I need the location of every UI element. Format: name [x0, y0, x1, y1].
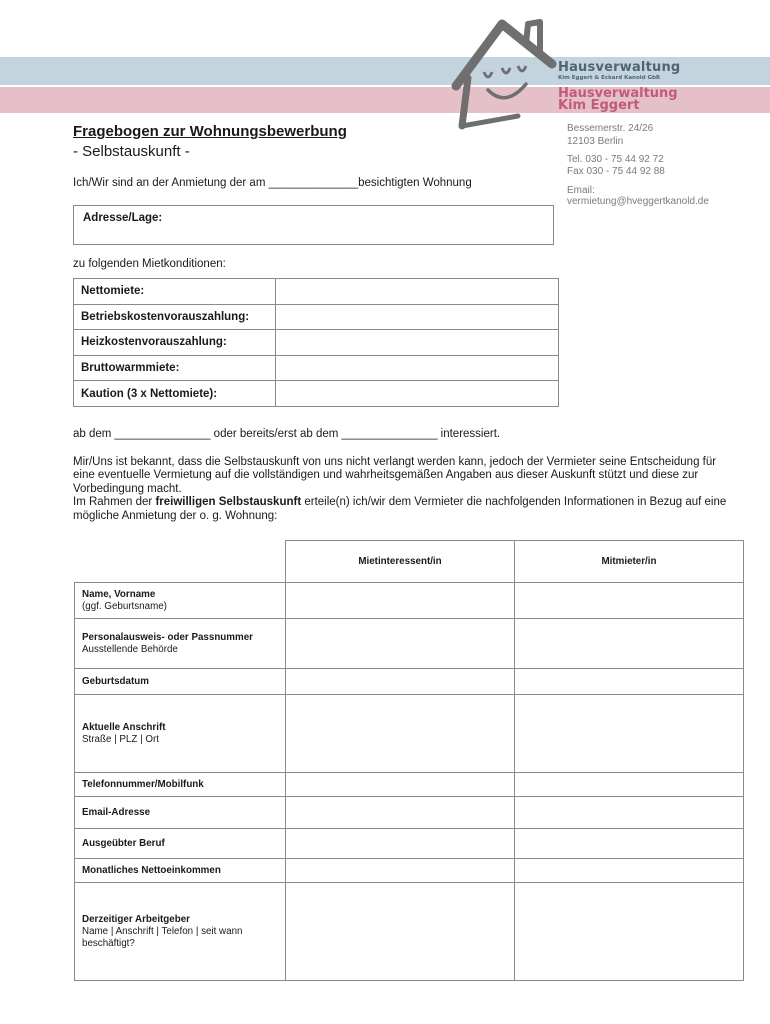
condition-label: Betriebskostenvorauszahlung:	[74, 304, 276, 330]
co-tenant-input-cell[interactable]	[515, 619, 744, 669]
condition-label: Heizkostenvorauszahlung:	[74, 330, 276, 356]
applicant-input-cell[interactable]	[286, 829, 515, 859]
brand-name: Hausverwaltung	[558, 60, 681, 75]
applicant-input-cell[interactable]	[286, 859, 515, 883]
row-label: Monatliches Nettoeinkommen	[75, 859, 286, 883]
row-label: Ausgeübter Beruf	[75, 829, 286, 859]
table-row	[75, 859, 744, 883]
row-label: Aktuelle Anschrift Straße | PLZ | Ort	[75, 695, 286, 773]
row-label: Geburtsdatum	[75, 669, 286, 695]
rent-conditions-table	[73, 278, 559, 407]
co-tenant-input-cell[interactable]	[515, 773, 744, 797]
condition-value-field[interactable]	[276, 355, 559, 381]
row-label: Personalausweis- oder Passnummer Ausstellende Behörde	[75, 619, 286, 669]
condition-label: Nettomiete:	[74, 279, 276, 305]
co-tenant-input-cell[interactable]	[515, 859, 744, 883]
co-tenant-input-cell[interactable]	[515, 829, 744, 859]
consent-text-2: Im Rahmen der freiwilligen Selbstauskunft erteile(n) ich/wir dem Vermieter die nachfolgenden Informationen in Bezug auf eine mögliche Anmietung der o. g. Wohnung:	[73, 496, 727, 522]
contact-fax: Fax 030 - 75 44 92 88	[567, 166, 665, 177]
row-label: Name, Vorname (ggf. Geburtsname)	[75, 583, 286, 619]
row-label: Derzeitiger Arbeitgeber Name | Anschrift | Telefon | seit wann beschäftigt?	[75, 883, 286, 981]
conditions-intro: zu folgenden Mietkonditionen:	[73, 258, 226, 270]
applicant-input-cell[interactable]	[286, 669, 515, 695]
table-row	[75, 583, 744, 619]
co-tenant-input-cell[interactable]	[515, 695, 744, 773]
condition-label: Kaution (3 x Nettomiete):	[74, 381, 276, 407]
co-tenant-input-cell[interactable]	[515, 583, 744, 619]
voluntary-disclosure-bold: freiwilligen Selbstauskunft	[155, 496, 302, 509]
address-label: Adresse/Lage:	[83, 212, 163, 224]
condition-row	[74, 304, 559, 330]
table-row	[75, 883, 744, 981]
condition-value-field[interactable]	[276, 304, 559, 330]
consent-text-1: Mir/Uns ist bekannt, dass die Selbstauskunft von uns nicht verlangt werden kann, jedoch der Vermieter seine Entscheidung für eine eventuelle Vermietung auf die vollständigen und wahrheitsgemäßen Angaben aus dieser Auskunft stützt und diese zur Vorbedingung macht.	[73, 456, 717, 495]
contact-street: Bessemerstr. 24/26	[567, 123, 654, 134]
consent-paragraph	[73, 456, 733, 523]
applicant-input-cell[interactable]	[286, 619, 515, 669]
brand-subtitle: Kim Eggert & Eckard Kanold GbR	[558, 75, 661, 81]
applicant-input-cell[interactable]	[286, 695, 515, 773]
applicant-info-table	[74, 540, 744, 981]
rent-intro-line: Ich/Wir sind an der Anmietung der am ______________besichtigten Wohnung	[73, 177, 472, 189]
column-header-co-tenant: Mitmieter/in	[515, 541, 744, 583]
table-row	[75, 829, 744, 859]
interest-date-line: ab dem _______________ oder bereits/erst ab dem _______________ interessiert.	[73, 428, 501, 440]
table-row	[75, 669, 744, 695]
column-header-applicant: Mietinteressent/in	[286, 541, 515, 583]
condition-row	[74, 381, 559, 407]
condition-row	[74, 355, 559, 381]
co-tenant-input-cell[interactable]	[515, 883, 744, 981]
condition-row	[74, 279, 559, 305]
table-header-row	[75, 541, 744, 583]
contact-city: 12103 Berlin	[567, 136, 624, 147]
row-label: Telefonnummer/Mobilfunk	[75, 773, 286, 797]
condition-row	[74, 330, 559, 356]
contact-tel: Tel. 030 - 75 44 92 72	[567, 154, 664, 165]
co-tenant-input-cell[interactable]	[515, 797, 744, 829]
page-title: Fragebogen zur Wohnungsbewerbung	[73, 123, 347, 140]
address-field[interactable]	[73, 205, 554, 245]
condition-value-field[interactable]	[276, 330, 559, 356]
contact-email-label: Email:	[567, 185, 595, 196]
house-logo-icon	[448, 14, 560, 132]
table-row	[75, 773, 744, 797]
contact-email[interactable]: vermietung@hveggertkanold.de	[567, 196, 709, 207]
row-label: Email-Adresse	[75, 797, 286, 829]
table-row	[75, 797, 744, 829]
co-tenant-input-cell[interactable]	[515, 669, 744, 695]
table-row	[75, 695, 744, 773]
applicant-input-cell[interactable]	[286, 797, 515, 829]
applicant-input-cell[interactable]	[286, 883, 515, 981]
condition-value-field[interactable]	[276, 381, 559, 407]
table-row	[75, 619, 744, 669]
brand-name-secondary: Hausverwaltung Kim Eggert	[558, 86, 678, 113]
page-subtitle: - Selbstauskunft -	[73, 143, 190, 160]
applicant-input-cell[interactable]	[286, 773, 515, 797]
condition-value-field[interactable]	[276, 279, 559, 305]
condition-label: Bruttowarmmiete:	[74, 355, 276, 381]
applicant-input-cell[interactable]	[286, 583, 515, 619]
